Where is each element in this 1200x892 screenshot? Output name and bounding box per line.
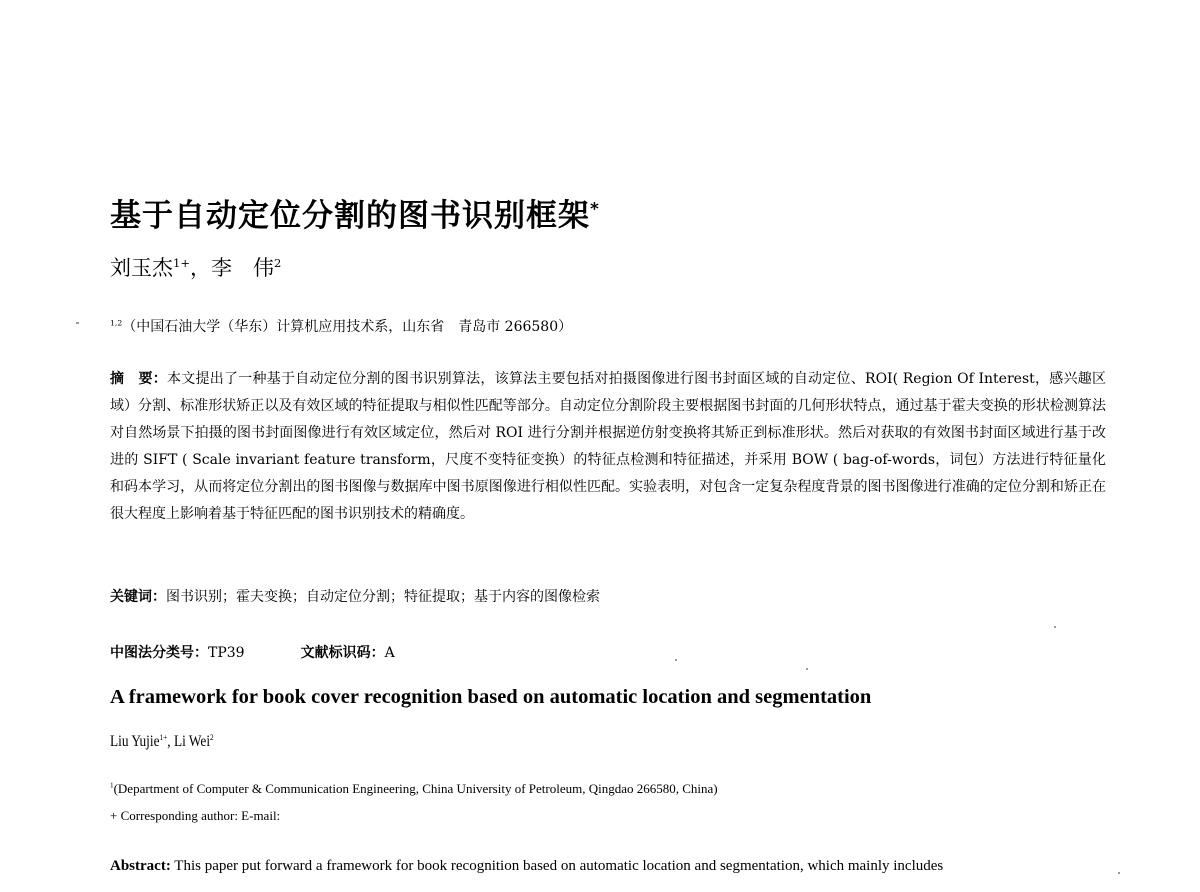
english-abstract — [110, 858, 1106, 875]
scan-speck — [675, 659, 677, 661]
chinese-keywords — [110, 586, 600, 606]
english-affiliation — [110, 781, 718, 797]
affiliation-en-text: (Department of Computer & Communication Engineering, China University of Petroleum, Qingdao 266580, China) — [113, 781, 718, 796]
title-footnote-mark: * — [590, 199, 600, 220]
author-2-en-sup: 2 — [210, 731, 214, 742]
clc-value: TP39 — [208, 645, 245, 661]
chinese-authors — [110, 252, 281, 282]
author-1-cn: 刘玉杰 — [110, 256, 173, 280]
author-1-en: Liu Yujie — [110, 733, 160, 750]
scan-speck — [1054, 626, 1056, 628]
affiliation-en-sup: 1 — [110, 781, 114, 790]
author-separator-en: , — [167, 733, 174, 750]
corresponding-author: + Corresponding author: E-mail: — [110, 808, 281, 823]
classification-line — [110, 642, 395, 662]
english-authors — [110, 733, 214, 751]
chinese-affiliation — [110, 316, 572, 336]
english-abstract-text: This paper put forward a framework for book recognition based on automatic location and segmentation, which mainly includes — [170, 858, 944, 874]
affiliation-cn-text: （中国石油大学（华东）计算机应用技术系，山东省 青岛市 266580） — [122, 319, 573, 335]
scan-speck — [806, 668, 808, 670]
scan-speck — [1118, 872, 1120, 874]
doc-code-label: 文献标识码： — [300, 645, 385, 661]
chinese-abstract-label: 摘 要： — [110, 371, 167, 387]
chinese-abstract-text: 本文提出了一种基于自动定位分割的图书识别算法，该算法主要包括对拍摄图像进行图书封面区域的自动定位、ROI( Region Of Interest，感兴趣区域）分割、标准形状矫正以及有效区域的特征提取与相似性匹配等部分。自动定位分割阶段主要根据图书封面的几何形状特点，通过基于霍夫变换的形状检测算法对自然场景下拍摄的图书封面图像进行有效区域定位，然后对 ROI 进行分割并根据逆仿射变换将其矫正到标准形状。然后对获取的有效图书封面区域进行基于改进的 SIFT ( Scale invariant feature transform，尺度不变特征变换）的特征点检测和特征描述，并采用 BOW ( bag-of-words，词包）方法进行特征量化和码本学习，从而将定位分割出的图书图像与数据库中图书原图像进行相似性匹配。实验表明，对包含一定复杂程度背景的图书图像进行准确的定位分割和矫正在很大程度上影响着基于特征匹配的图书识别技术的精确度。 — [110, 371, 1106, 522]
chinese-title — [110, 190, 600, 235]
doc-code-value: A — [384, 645, 395, 661]
chinese-abstract — [110, 366, 1106, 528]
author-1-en-sup: 1+ — [159, 731, 168, 742]
chinese-keywords-label: 关键词： — [110, 589, 166, 605]
author-2-en: Li Wei — [173, 733, 211, 750]
chinese-keywords-text: 图书识别；霍夫变换；自动定位分割；特征提取；基于内容的图像检索 — [166, 589, 600, 605]
affiliation-cn-sup: 1,2 — [110, 318, 123, 328]
author-1-cn-sup: 1+ — [173, 256, 191, 270]
author-2-cn-sup: 2 — [274, 256, 282, 270]
english-title: A framework for book cover recognition based on automatic location and segmentation — [110, 686, 872, 708]
chinese-title-text: 基于自动定位分割的图书识别框架 — [110, 198, 590, 234]
clc-label: 中图法分类号： — [110, 645, 208, 661]
english-abstract-label: Abstract: — [110, 858, 171, 874]
author-separator-cn: ， — [190, 256, 212, 280]
author-2-cn: 李 伟 — [211, 256, 275, 280]
scan-speck — [76, 322, 79, 324]
